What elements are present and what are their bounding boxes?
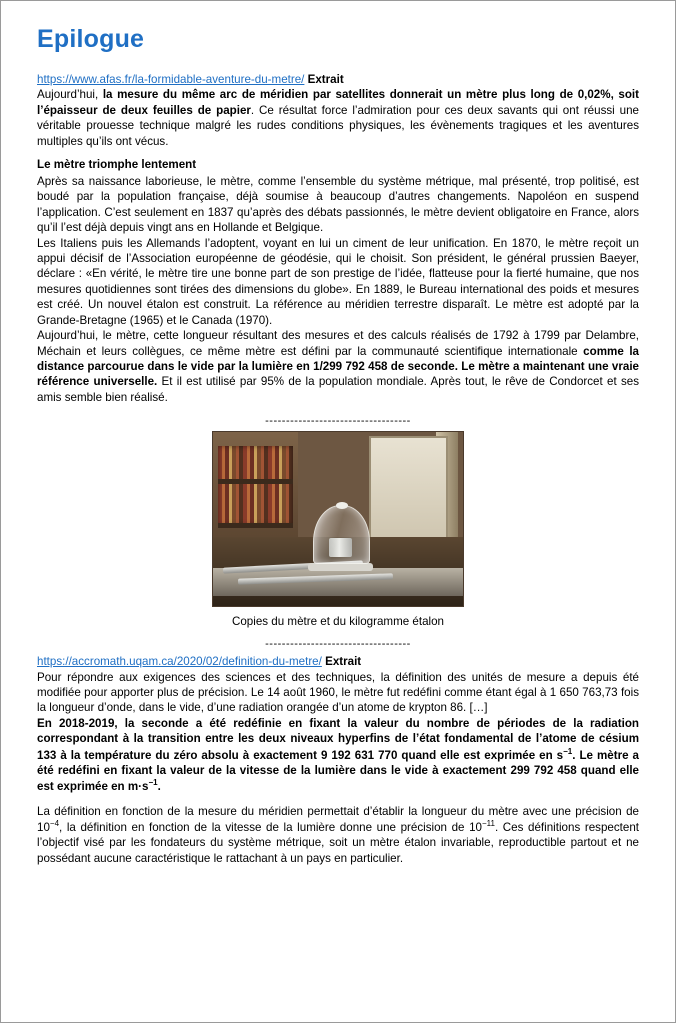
photo-bell-jar-knob bbox=[336, 502, 349, 509]
photo-window bbox=[369, 436, 448, 541]
photo-bell-jar bbox=[313, 505, 370, 564]
paragraph-1-bold: la mesure du même arc de méridien par satellites donnerait un mètre plus long de 0,02%, soit l’épaisseur de deux feuilles de papier bbox=[37, 88, 639, 117]
paragraph-4 bbox=[37, 328, 639, 405]
source-line-1 bbox=[37, 72, 639, 87]
paragraph-1 bbox=[37, 87, 639, 149]
figure-caption: Copies du mètre et du kilogramme étalon bbox=[231, 615, 445, 629]
source-extrait-label-1: Extrait bbox=[304, 73, 344, 86]
paragraph-6-exponent-2: −1 bbox=[148, 778, 158, 788]
paragraph-6-bold-1: En 2018-2019, la seconde a été redéfinie en fixant la valeur du nombre de périodes de la radiation correspondant à la transition entre les deux niveaux hyperfins de l’état fondamental de l’atome de césium 133 à la température du zéro absolu à exactement 9 192 631 770 quand elle est exprimée en s bbox=[37, 716, 639, 762]
paragraph-1-part-b: . Ce résultat force l’admiration pour ces deux savants qui ont réussi une véritable prouesse technique malgré les rudes conditions physiques, les évènements tragiques et les aventures multiples qu’ils ont vécus. bbox=[37, 103, 639, 148]
document-content bbox=[1, 1, 675, 876]
paragraph-7-part-c: . Ces définitions respectent l’objectif visé par les fondateurs du système métrique, soit un mètre étalon invariable, reproductible partout et ne possédant aucune caractéristique le rattachant à un pays en particulier. bbox=[37, 820, 639, 865]
source-extrait-label-2: Extrait bbox=[321, 655, 362, 669]
paragraph-6-bold-3: . bbox=[157, 780, 161, 794]
photo-shelf-upper bbox=[218, 479, 293, 484]
paragraph-7-part-b: , la définition en fonction de la vitesse de la lumière donne une précision de 10 bbox=[59, 820, 482, 834]
photo-bookshelf bbox=[218, 446, 293, 526]
page-title: Epilogue bbox=[37, 25, 145, 53]
source-line-2 bbox=[37, 654, 639, 669]
paragraph-7-exponent-1: −4 bbox=[49, 818, 60, 828]
photo-shelf-lower bbox=[218, 523, 293, 528]
paragraph-7-part-a: La définition en fonction de la mesure du méridien permettait d’établir la longueur du mètre avec une précision de 10 bbox=[37, 804, 639, 834]
paragraph-4-bold: comme la distance parcourue dans le vide par la lumière en 1/299 792 458 de seconde. Le mètre a maintenant une vraie référence universelle. bbox=[37, 344, 639, 389]
paragraph-6-exponent-1: −1 bbox=[563, 746, 573, 756]
paragraph-7 bbox=[37, 804, 639, 866]
divider-bottom: ----------------------------------- bbox=[265, 638, 411, 651]
paragraph-3: Les Italiens puis les Allemands l’adoptent, voyant en lui un ciment de leur unification. En 1870, le mètre reçoit un appui décisif de l’Association européenne de géodésie, qui le choisit. Son président, le général prussien Baeyer, déclare : «En vérité, le mètre tire une bonne part de son prestige de l’idée, flatteuse pour la fierté humaine, que nos mesures quotidiennes sont tirées des dimensions du globe». En 1889, le Bureau international des poids et mesures est créé. Un nouvel étalon est construit. La référence au méridien terrestre disparaît. Le mètre est adopté par la Grande-Bretagne (1965) et le Canada (1970). bbox=[37, 236, 639, 327]
paragraph-6 bbox=[37, 716, 639, 795]
paragraph-1-part-a: Aujourd’hui, bbox=[37, 88, 103, 102]
source-link-afas[interactable]: https://www.afas.fr/la-formidable-aventure-du-metre/ bbox=[37, 73, 305, 86]
paragraph-7-exponent-2: −11 bbox=[482, 818, 495, 828]
paragraph-4-part-b: Et il est utilisé par 95% de la population mondiale. Après tout, le rêve de Condorcet et ses amis semble bien réalisé. bbox=[37, 375, 639, 404]
paragraph-2: Après sa naissance laborieuse, le mètre, comme l’ensemble du système métrique, mal présenté, trop politisé, est boudé par la population française, déjà soumise à beaucoup d’autres changements. Napoléon en suspend l’application. C’est seulement en 1837 qu’après des débats passionnés, le mètre devient obligatoire en France, alors qu’il l’est déjà depuis vingt ans en Hollande et Belgique. bbox=[37, 175, 639, 235]
source-link-accromath[interactable]: https://accromath.uqam.ca/2020/02/definition-du-metre/ bbox=[37, 655, 322, 669]
figure-metre-kilogramme bbox=[37, 431, 639, 628]
divider-top: ----------------------------------- bbox=[265, 415, 411, 428]
paragraph-5: Pour répondre aux exigences des sciences et des techniques, la définition des unités de mesure a depuis été modifiée pour apporter plus de précision. Le 14 août 1960, le mètre fut redéfini comme étant égal à 1 650 763,73 fois la longueur d’onde, dans le vide, d’une radiation orangée d’un atome de krypton 86. […] bbox=[37, 670, 639, 715]
section-heading: Le mètre triomphe lentement bbox=[37, 158, 197, 172]
paragraph-4-part-a: Aujourd’hui, le mètre, cette longueur résultant des mesures et des calculs réalisés de 1792 à 1799 par Delambre, Méchain et leurs collègues, ce même mètre est défini par la communauté scientifique internationale bbox=[37, 329, 639, 358]
photo-copies-etalon bbox=[212, 431, 464, 607]
paragraph-6-bold-2: . Le mètre a été redéfini en fixant la valeur de la vitesse de la lumière dans le vide à exactement 299 792 458 quand elle est exprimée en m·s bbox=[37, 748, 639, 794]
